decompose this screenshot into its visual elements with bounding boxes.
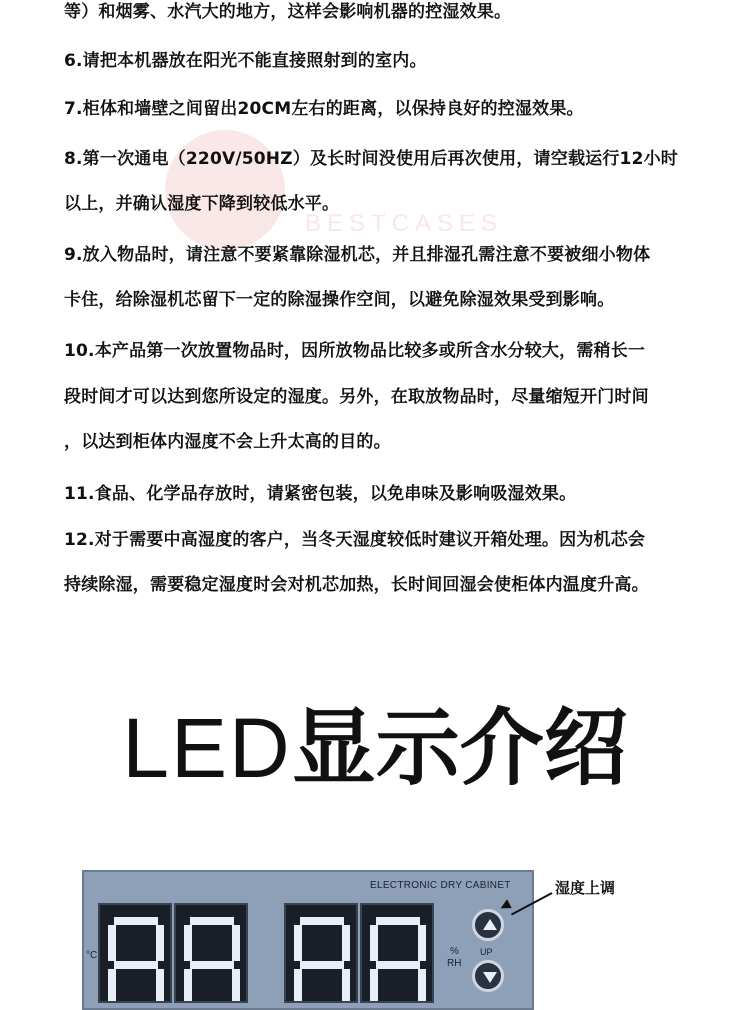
humidity-down-button[interactable] [472,960,504,992]
temperature-unit: °C [86,950,98,961]
up-button-label: UP [480,947,493,957]
humidity-digit-1 [284,903,358,1003]
instruction-line: 12.对于需要中高湿度的客户，当冬天湿度较低时建议开箱处理。因为机芯会 [64,530,646,550]
instruction-line: 卡住，给除湿机芯留下一定的除湿操作空间，以避免除湿效果受到影响。 [64,290,615,310]
instruction-line: 11.食品、化学品存放时，请紧密包装，以免串味及影响吸湿效果。 [64,484,577,504]
instruction-line: 6.请把本机器放在阳光不能直接照射到的室内。 [64,51,427,71]
triangle-up-icon [483,919,497,930]
humidity-unit-percent: % [450,946,459,957]
humidity-digit-2 [360,903,434,1003]
temperature-digit-1 [98,903,172,1003]
instruction-line: 8.第一次通电（220V/50HZ）及长时间没使用后再次使用，请空载运行12小时 [64,149,679,169]
instruction-line: 持续除湿，需要稳定湿度时会对机芯加热，长时间回湿会使柜体内温度升高。 [64,575,649,595]
humidity-up-callout: 湿度上调 [555,879,616,897]
section-title-led: LED [122,701,292,795]
section-title [0,700,750,796]
temperature-digit-2 [174,903,248,1003]
humidity-up-button[interactable] [472,909,504,941]
triangle-down-icon [483,972,497,983]
instruction-line: 10.本产品第一次放置物品时，因所放物品比较多或所含水分较大，需稍长一 [64,341,646,361]
instruction-line: 9.放入物品时，请注意不要紧靠除湿机芯，并且排湿孔需注意不要被细小物体 [64,245,651,265]
instruction-line: 以上，并确认湿度下降到较低水平。 [64,194,340,214]
instruction-line: 等）和烟雾、水汽大的地方，这样会影响机器的控湿效果。 [64,2,512,22]
instruction-line: ，以达到柜体内湿度不会上升太高的目的。 [64,432,391,452]
instruction-line: 段时间才可以达到您所设定的湿度。另外，在取放物品时，尽量缩短开门时间 [64,387,649,407]
watermark-subtext: BESTCASES [305,210,504,237]
section-title-cn: 显示介绍 [291,699,628,797]
instruction-line: 7.柜体和墙壁之间留出20CM左右的距离，以保持良好的控湿效果。 [64,99,584,119]
panel-brand-label: ELECTRONIC DRY CABINET [370,880,511,891]
humidity-unit-rh: RH [447,958,462,969]
